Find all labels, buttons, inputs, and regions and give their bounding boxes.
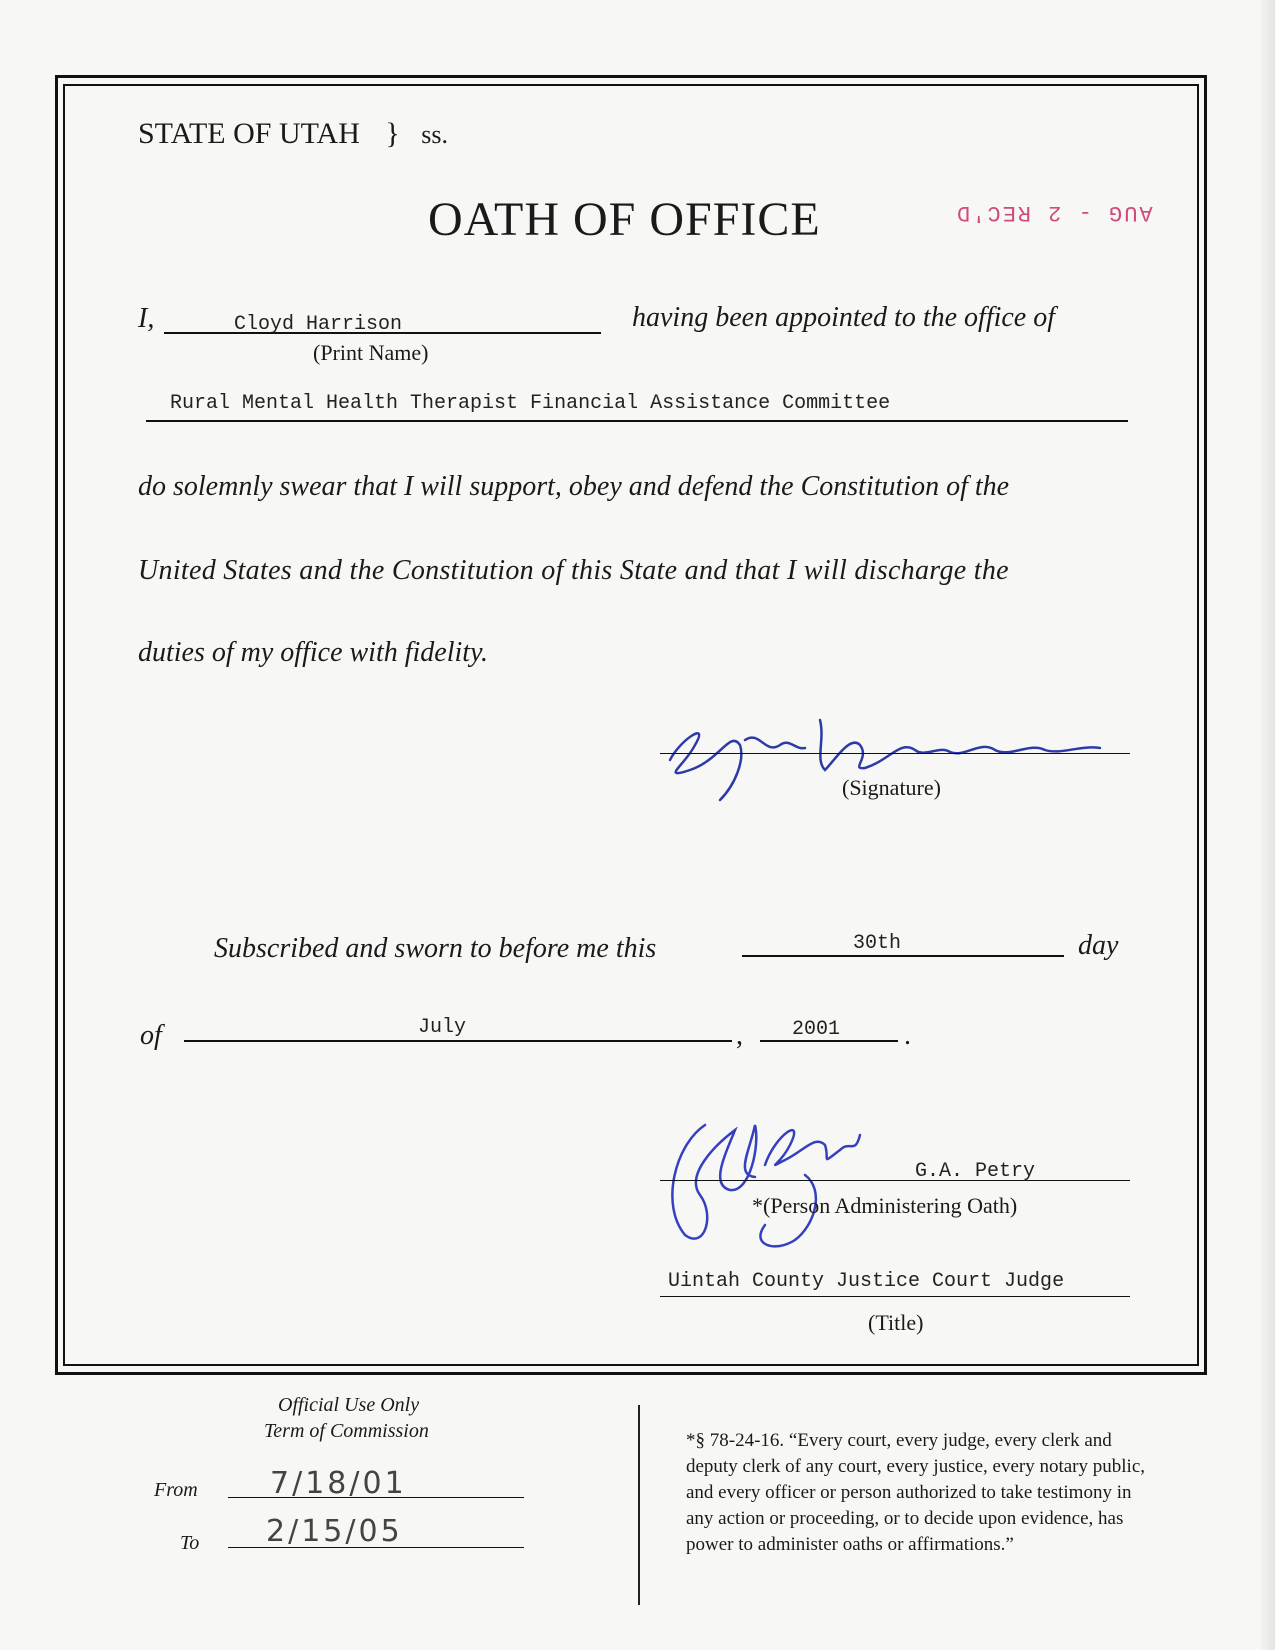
statute-line-2: deputy clerk of any court, every justice, every notary public,	[686, 1456, 1145, 1477]
of-word: of	[140, 1020, 162, 1051]
from-label: From	[154, 1479, 198, 1501]
signature-label: (Signature)	[842, 775, 941, 800]
year-value: 2001	[792, 1018, 841, 1041]
appointed-phrase: having been appointed to the office of	[632, 302, 1056, 333]
state-heading	[138, 117, 448, 151]
title-label: (Title)	[868, 1310, 924, 1335]
term-heading: Term of Commission	[264, 1420, 429, 1442]
ss-label: ss.	[421, 120, 449, 149]
oath-line-2: United States and the Constitution of this State and that I will discharge the	[138, 555, 1009, 586]
document-title: OATH OF OFFICE	[428, 193, 821, 246]
brace: }	[385, 117, 400, 150]
footer-divider	[638, 1405, 640, 1605]
day-line	[742, 955, 1064, 957]
print-name-value: Cloyd Harrison	[234, 313, 403, 336]
official-use-heading: Official Use Only	[278, 1394, 420, 1416]
administrator-label: *(Person Administering Oath)	[752, 1193, 1018, 1218]
to-value: 2/15/05	[266, 1514, 403, 1549]
date-comma: ,	[736, 1020, 743, 1051]
statute-line-5: power to administer oaths or affirmations.”	[686, 1534, 1014, 1555]
date-period: .	[904, 1020, 911, 1051]
administrator-name: G.A. Petry	[915, 1160, 1036, 1183]
month-value: July	[418, 1016, 467, 1039]
scan-edge	[1261, 0, 1275, 1650]
received-stamp: AUG - 2 REC'D	[955, 200, 1153, 225]
oath-prefix: I,	[138, 303, 155, 334]
statute-line-3: and every officer or person authorized to take testimony in	[686, 1482, 1132, 1503]
office-line	[146, 420, 1128, 422]
print-name-label: (Print Name)	[313, 340, 429, 365]
state-name: STATE OF UTAH	[138, 117, 360, 150]
statute-line-4: any action or proceeding, or to decide upon evidence, has	[686, 1508, 1124, 1529]
signature-line	[660, 753, 1130, 754]
sworn-phrase: Subscribed and sworn to before me this	[214, 933, 657, 964]
month-line	[184, 1040, 732, 1042]
statute-line-1: *§ 78-24-16. “Every court, every judge, every clerk and	[686, 1430, 1112, 1451]
statute-text	[686, 1428, 1145, 1558]
administrator-line	[660, 1180, 1130, 1181]
office-value: Rural Mental Health Therapist Financial Assistance Committee	[170, 392, 891, 415]
from-value: 7/18/01	[270, 1466, 407, 1501]
to-line	[228, 1547, 524, 1548]
oath-line-1: do solemnly swear that I will support, obey and defend the Constitution of the	[138, 471, 1010, 502]
day-value: 30th	[853, 932, 902, 955]
from-line	[228, 1497, 524, 1498]
administrator-title-value: Uintah County Justice Court Judge	[668, 1270, 1065, 1293]
oath-line-3: duties of my office with fidelity.	[138, 637, 488, 668]
to-label: To	[180, 1532, 200, 1554]
day-word: day	[1078, 930, 1119, 961]
title-line	[660, 1296, 1130, 1297]
